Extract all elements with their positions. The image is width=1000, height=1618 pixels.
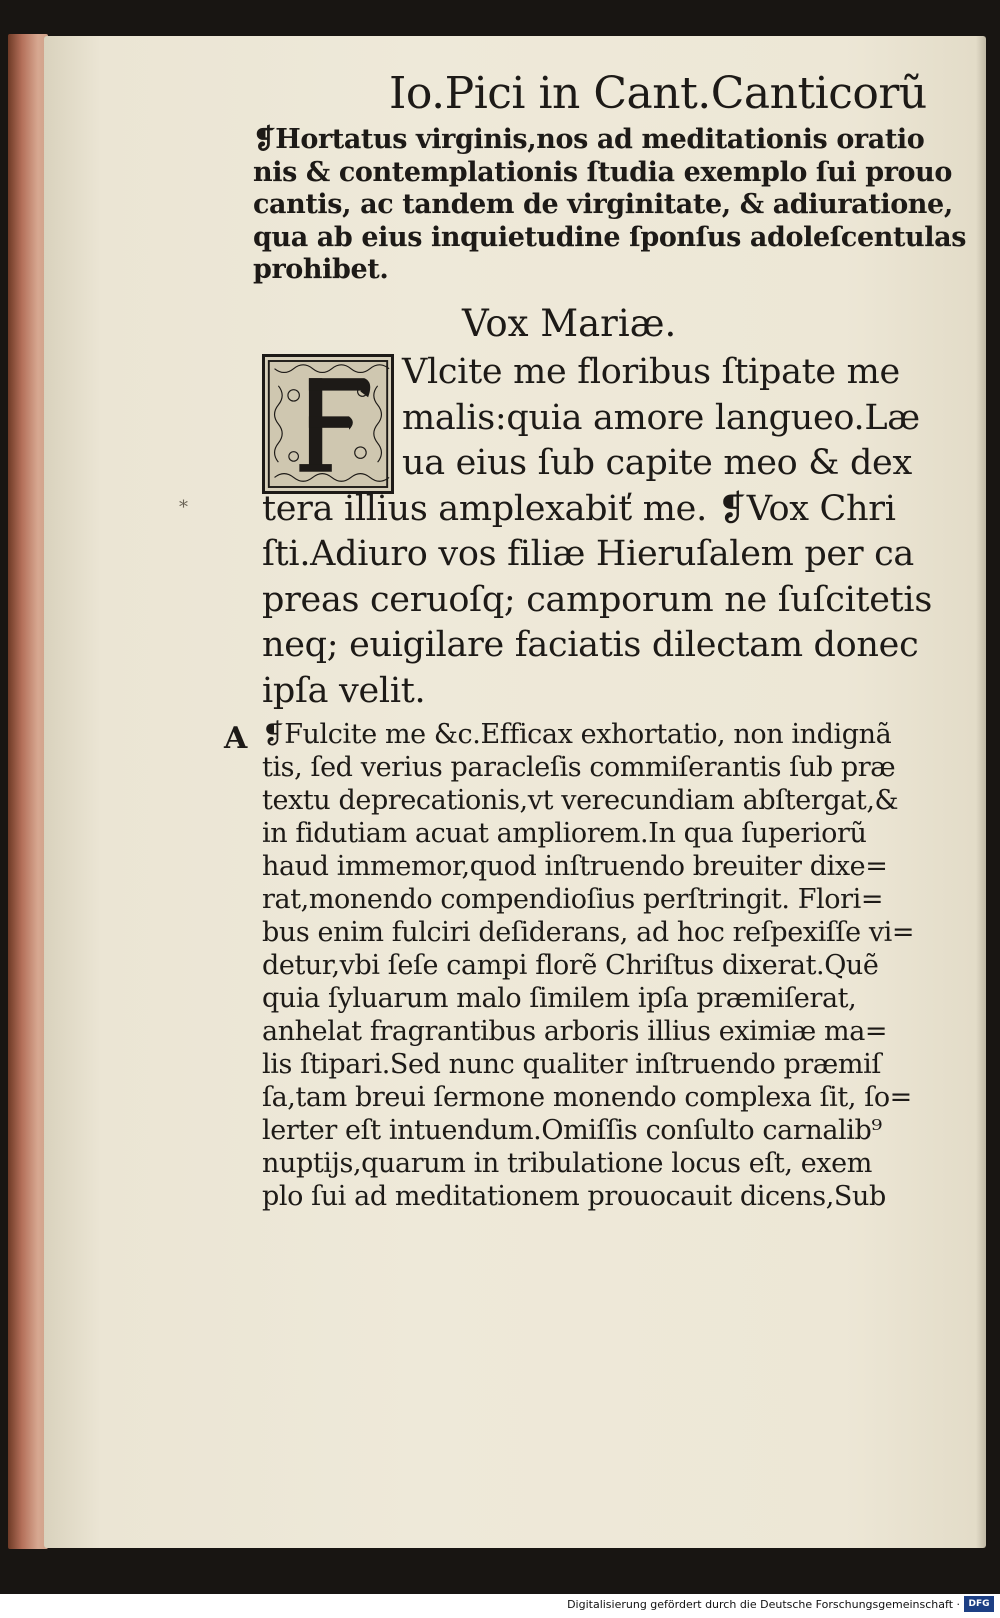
commentary-line: quia ſyluarum malo ſimilem ipſa præmiſerat,: [262, 983, 857, 1014]
verse-line: tera illius amplexabiť me. ❡Vox Chri: [262, 488, 896, 529]
summary-line: prohibet.: [253, 254, 389, 285]
footer-credit: Digitalisierung gefördert durch die Deutsche Forschungsgemeinschaft ·: [567, 1598, 960, 1611]
commentary-line: ſa,tam breui ſermone monendo complexa ſit, ſo=: [262, 1082, 912, 1113]
verse-line: preas ceruoſq; camporum ne ſuſcitetis: [262, 579, 932, 620]
commentary-line: plo ſui ad meditationem prouocauit dicens,Sub: [262, 1181, 886, 1212]
commentary-line: haud immemor,quod inſtruendo breuiter dixe=: [262, 851, 888, 882]
margin-note-letter: A: [224, 721, 248, 756]
verse-line: neq; euigilare faciatis dilectam donec: [262, 625, 919, 665]
commentary-line: detur,vbi ſeſe campi florẽ Chriſtus dixerat.Quẽ: [262, 950, 879, 981]
commentary-text: [262, 718, 952, 1213]
commentary-line: rat,monendo compendioſius perſtringit. Flori=: [262, 884, 884, 915]
verse-line: ipſa velit.: [262, 670, 426, 711]
page-edge-shadow: [976, 36, 986, 1548]
commentary-line: textu deprecationis,vt verecundiam abſtergat,&: [262, 785, 899, 816]
commentary-line: bus enim fulciri deſiderans, ad hoc reſpexiſſe vi=: [262, 917, 915, 948]
dfg-logo-icon: DFG: [964, 1596, 994, 1612]
commentary-line: in fidutiam acuat ampliorem.In qua ſuperiorũ: [262, 818, 867, 849]
chapter-summary: [253, 124, 967, 287]
commentary-line: nuptijs,quarum in tribulatione locus eſt, exem: [262, 1148, 872, 1179]
commentary-line: ❡Fulcite me &c.Efficax exhortatio, non indignã: [262, 719, 892, 750]
running-head: Io.Pici in Cant.Canticorũ: [389, 68, 927, 119]
summary-line: nis & contemplationis ſtudia exemplo ſui prouo: [253, 156, 952, 188]
summary-line: qua ab eius inquietudine ſponſus adoleſcentulas: [253, 221, 967, 253]
verse-line: ua eius ſub capite meo & dex: [402, 443, 912, 483]
stray-ink-mark: *: [179, 497, 188, 518]
verse-line: malis:quia amore langueo.Læ: [402, 397, 920, 438]
verse-text: [262, 350, 952, 714]
verse-line: ſti.Adiuro vos filiæ Hieruſalem per ca: [262, 534, 914, 574]
commentary-line: lis ſtipari.Sed nunc qualiter inſtruendo præmiſ: [262, 1049, 881, 1080]
commentary-line: lerter eſt intuendum.Omiſſis conſulto carnalib⁹: [262, 1115, 882, 1146]
section-heading: Vox Mariæ.: [462, 302, 677, 345]
summary-line: ❡Hortatus virginis,nos ad meditationis oratio: [253, 124, 925, 155]
verse-line: Vlcite me floribus ſtipate me: [402, 352, 900, 392]
summary-line: cantis, ac tandem de virginitate, & adiuratione,: [253, 189, 953, 220]
commentary-line: anhelat fragrantibus arboris illius eximiæ ma=: [262, 1016, 888, 1047]
commentary-line: tis, ſed verius paracleſis commiſerantis ſub præ: [262, 752, 896, 783]
